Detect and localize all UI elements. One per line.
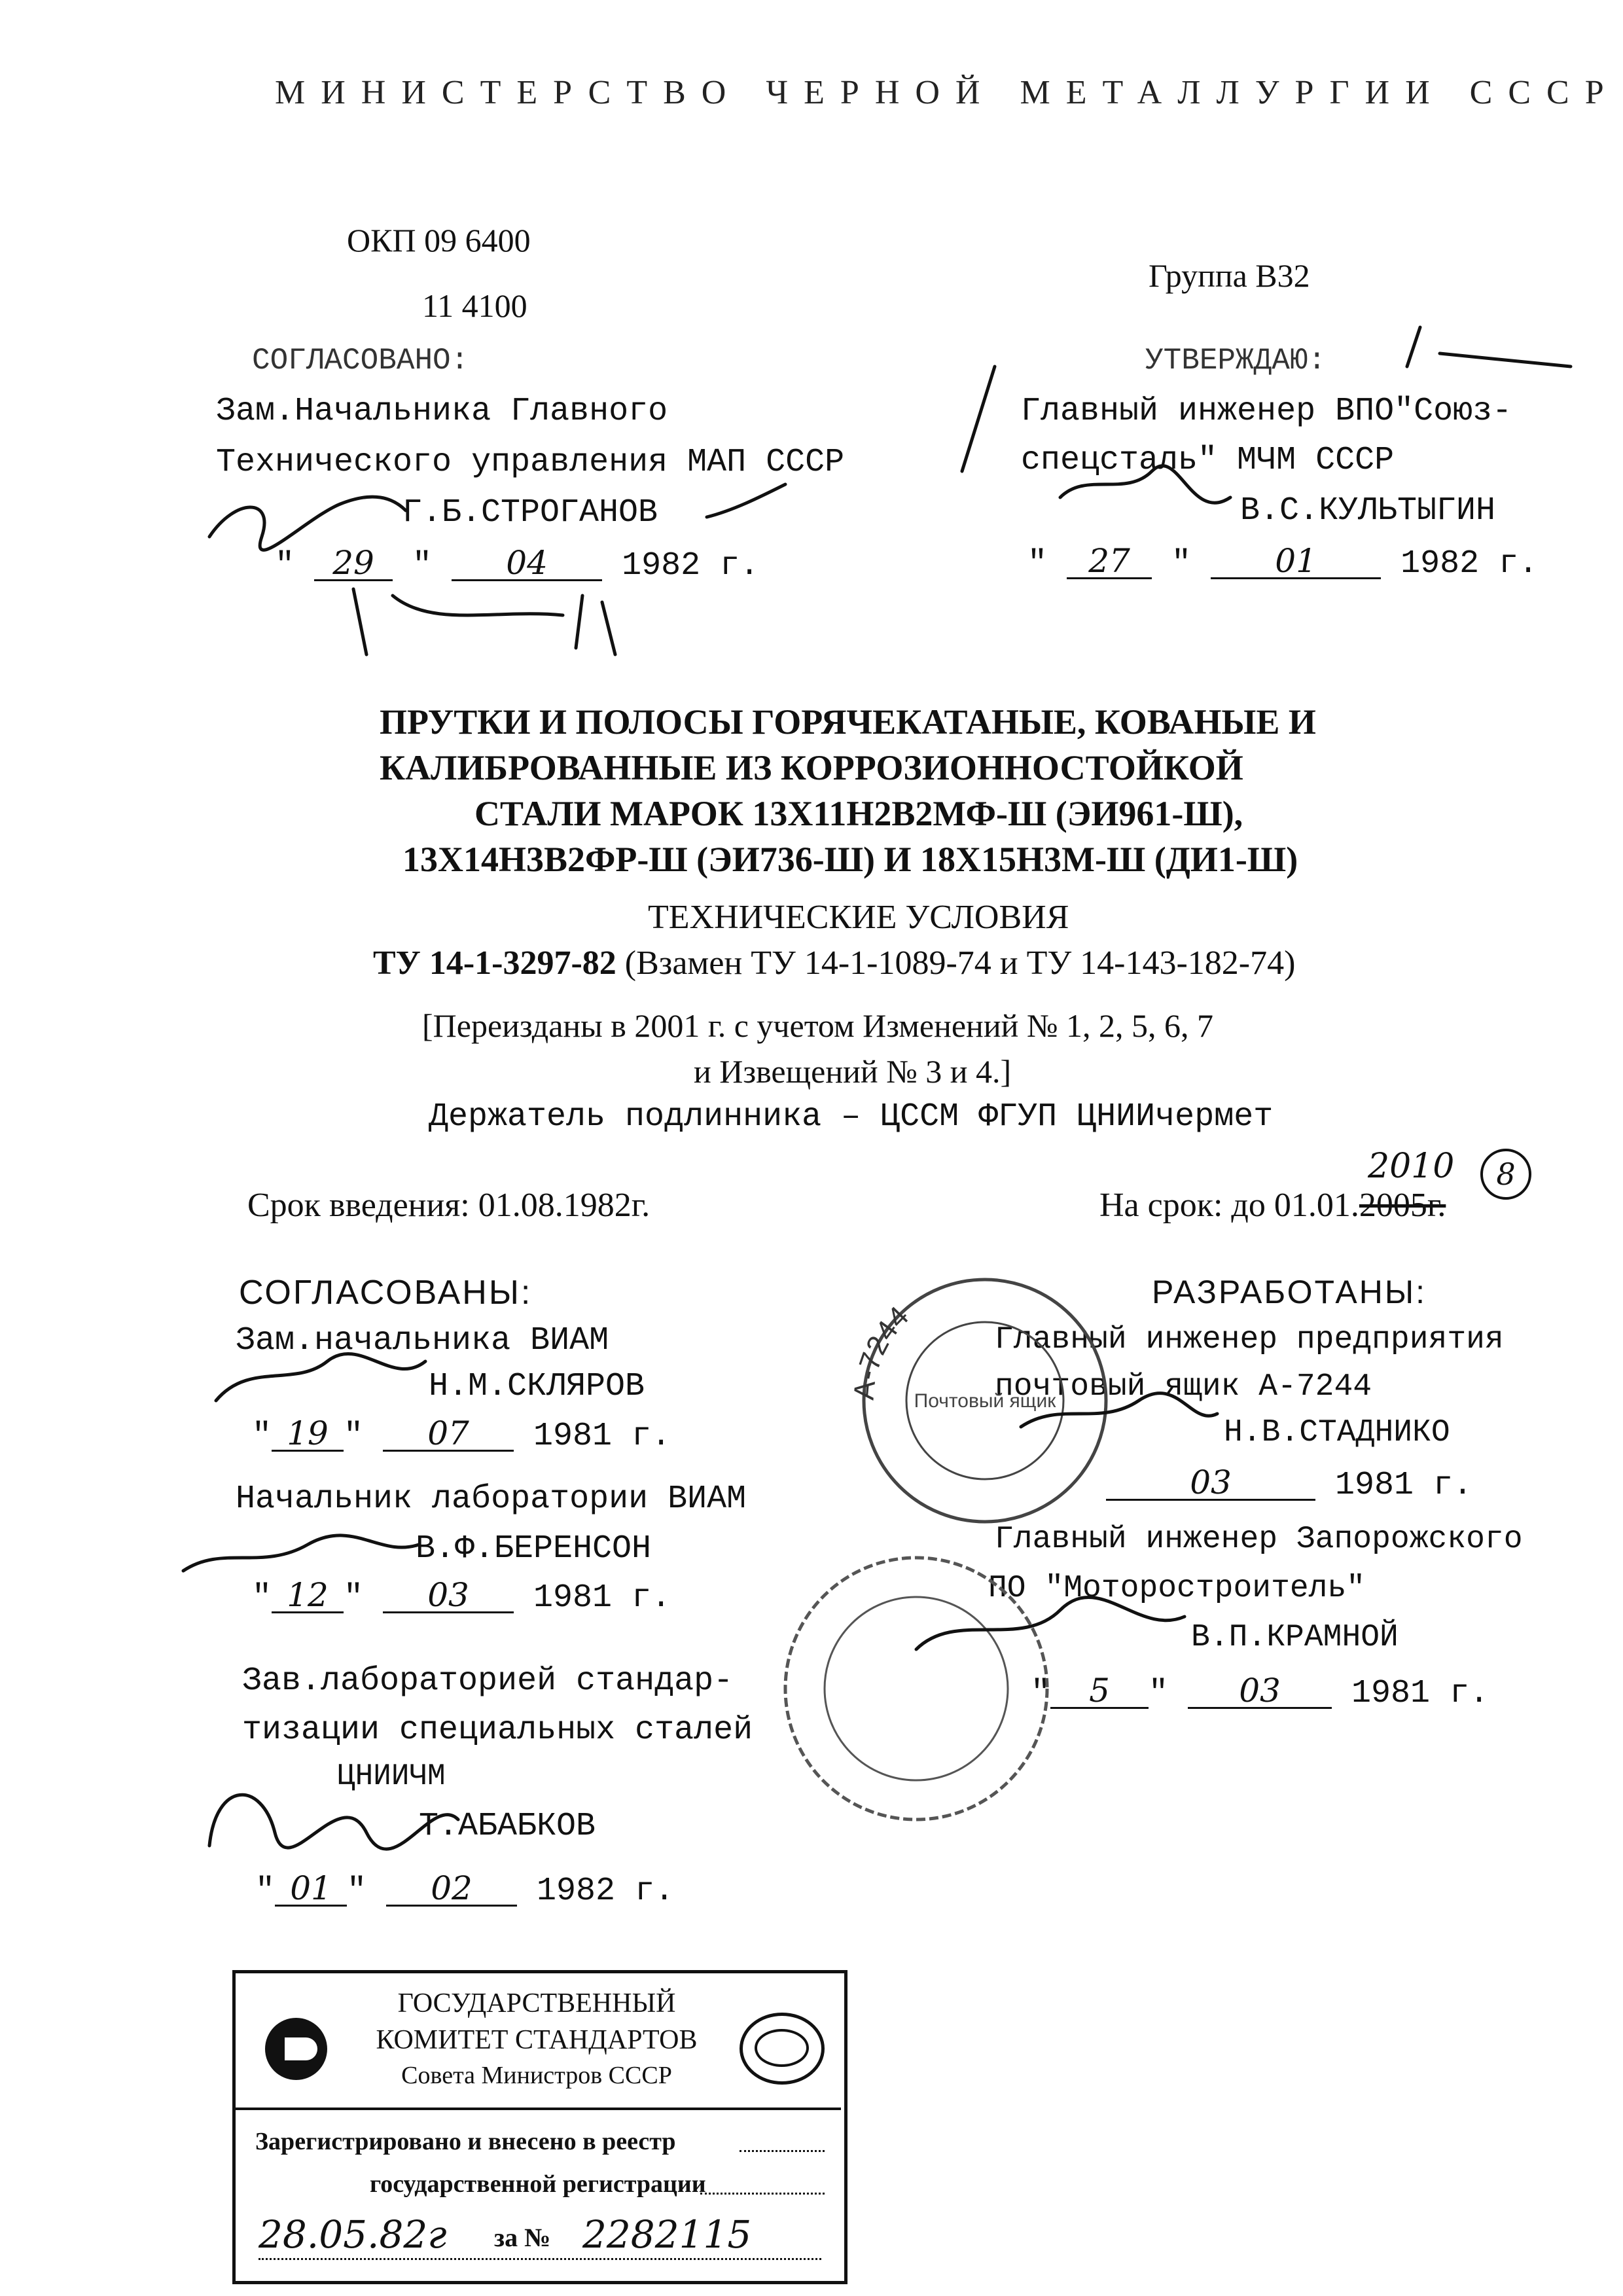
validity-struck-year: 2005г.	[1359, 1187, 1446, 1224]
approval-right-heading: УТВЕРЖДАЮ:	[1145, 344, 1327, 378]
date-day: 19	[272, 1417, 344, 1452]
date-day: 01	[275, 1872, 347, 1907]
date-day: 5	[1050, 1674, 1149, 1709]
effective-date: Срок введения: 01.08.1982г.	[247, 1187, 651, 1224]
date-quote-open: "	[1027, 545, 1048, 583]
tu-number: ТУ 14-1-3297-82	[373, 944, 616, 982]
validity-new-year: 2010	[1368, 1147, 1455, 1186]
gosstandart-divider	[232, 2108, 841, 2110]
signature-developed-2	[916, 1597, 1185, 1649]
date-month: 01	[1211, 545, 1381, 579]
signature-agreed-2	[183, 1535, 419, 1571]
title-line-3: СТАЛИ МАРОК 13Х11Н2В2МФ-Ш (ЭИ961-Ш),	[474, 794, 1243, 833]
reissue-line-2: и Извещений № 3 и 4.]	[694, 1053, 1012, 1090]
okp-code-2: 11 4100	[422, 287, 527, 324]
title-line-2: КАЛИБРОВАННЫЕ ИЗ КОРРОЗИОННОСТОЙКОЙ	[380, 748, 1243, 787]
date-year: 1981 г.	[533, 1418, 671, 1455]
validity-prefix: На срок: до 01.01.	[1099, 1187, 1359, 1224]
gosstandart-line2: КОМИТЕТ СТАНДАРТОВ	[376, 2025, 698, 2055]
seal-top	[848, 1280, 1106, 1522]
gosstandart-quality-mark-icon	[740, 2013, 825, 2085]
seal-top-text: А-7244	[847, 1300, 916, 1401]
agreed-entry-3-signer: Т.АБАБКОВ	[419, 1808, 596, 1845]
change-number: 8	[1496, 1157, 1516, 1192]
agreed-entry-1-title: Зам.начальника ВИАМ	[236, 1322, 609, 1359]
signature-left-approval	[209, 497, 406, 550]
doc-type: ТЕХНИЧЕСКИЕ УСЛОВИЯ	[648, 899, 1069, 936]
date-month: 03	[383, 1579, 514, 1613]
date-month: 02	[386, 1872, 517, 1907]
signature-right-approval	[1060, 466, 1230, 503]
approval-right-signer: В.С.КУЛЬТЫГИН	[1240, 492, 1496, 529]
registration-date: 28.05.82г	[259, 2212, 447, 2257]
agreed-entry-1-signer: Н.М.СКЛЯРОВ	[429, 1368, 645, 1405]
gosstandart-line1: ГОСУДАРСТВЕННЫЙ	[397, 1988, 676, 2018]
approval-left-line1: Зам.Начальника Главного	[216, 393, 668, 430]
ministry-header: МИНИСТЕРСТВО ЧЕРНОЙ МЕТАЛЛУРГИИ СССР	[275, 74, 1620, 111]
registration-number: 2282115	[582, 2212, 752, 2257]
developed-entry-2-title-1: Главный инженер Запорожского	[995, 1522, 1523, 1557]
date-year: 1981 г.	[533, 1579, 671, 1617]
stamp-left-approval	[353, 589, 615, 655]
registration-line2: государственной регистрации	[370, 2170, 706, 2198]
okp-code-1: ОКП 09 6400	[347, 222, 531, 259]
agreed-entry-2-signer: В.Ф.БЕРЕНСОН	[416, 1530, 652, 1568]
developed-entry-2-signer: В.П.КРАМНОЙ	[1191, 1620, 1399, 1655]
registration-for: за №	[494, 2223, 551, 2252]
holder-line: Держатель подлинника – ЦССМ ФГУП ЦНИИчермет	[429, 1098, 1274, 1136]
date-day: 27	[1067, 545, 1152, 579]
gosstandart-logo-icon	[265, 2018, 327, 2080]
tu-replaces: (Взамен ТУ 14-1-1089-74 и ТУ 14-143-182-74)	[624, 944, 1296, 982]
date-month: 03	[1188, 1674, 1332, 1709]
date-year: 1982 г.	[622, 547, 760, 584]
signature-scribbles	[183, 327, 1571, 1849]
title-line-1: ПРУТКИ И ПОЛОСЫ ГОРЯЧЕКАТАНЫЕ, КОВАНЫЕ И	[380, 702, 1316, 742]
date-day: 29	[314, 547, 393, 581]
date-quote-close: "	[412, 547, 433, 584]
date-month: 03	[1106, 1466, 1315, 1501]
developed-entry-1-title-1: Главный инженер предприятия	[995, 1322, 1504, 1357]
agreed-heading: СОГЛАСОВАНЫ:	[239, 1274, 533, 1312]
seal-bottom	[785, 1558, 1047, 1820]
date-year: 1982 г.	[1400, 545, 1539, 583]
date-year: 1982 г.	[537, 1873, 675, 1910]
title-line-4: 13Х14Н3В2ФР-Ш (ЭИ736-Ш) И 18Х15Н3М-Ш (ДИ1-Ш)	[402, 840, 1298, 879]
registration-underline	[259, 2258, 821, 2260]
date-day: 12	[272, 1579, 344, 1613]
gosstandart-stamp	[232, 1970, 847, 2284]
approval-right-line1: Главный инженер ВПО"Союз-	[1021, 393, 1512, 430]
date-month: 04	[452, 547, 602, 581]
agreed-entry-1-date: " 19 " 07 1981 г.	[252, 1414, 671, 1455]
group-code: Группа В32	[1149, 257, 1310, 294]
signature-agreed-3	[209, 1795, 458, 1849]
agreed-entry-3-date: " 01 " 02 1982 г.	[255, 1869, 675, 1910]
developed-entry-2-title-2: ПО "Моторостроитель"	[988, 1571, 1366, 1606]
signature-left-approval-tail	[707, 484, 785, 517]
agreed-entry-2-title: Начальник лаборатории ВИАМ	[236, 1480, 747, 1518]
developed-entry-1-title-2: почтовый ящик А-7244	[995, 1369, 1372, 1405]
date-year: 1981 г.	[1335, 1467, 1473, 1504]
developed-heading: РАЗРАБОТАНЫ:	[1152, 1274, 1427, 1310]
agreed-entry-3-title-2: тизации специальных сталей	[242, 1712, 753, 1749]
approval-left-line2: Технического управления МАП СССР	[216, 444, 845, 481]
date-quote-close: "	[1171, 545, 1192, 583]
gosstandart-line3: Совета Министров СССР	[401, 2062, 672, 2089]
signature-agreed-1	[216, 1354, 425, 1401]
reissue-line-1: [Переизданы в 2001 г. с учетом Изменений № 1, 2, 5, 6, 7	[422, 1007, 1214, 1044]
registration-line1: Зарегистрировано и внесено в реестр	[255, 2128, 676, 2155]
agreed-entry-3-title-1: Зав.лабораторией стандар-	[242, 1662, 734, 1700]
registration-dots-2	[700, 2193, 825, 2195]
registration-dots-1	[740, 2150, 825, 2152]
approval-left-signer: Г.Б.СТРОГАНОВ	[402, 494, 658, 531]
signature-right-slash	[962, 327, 1571, 471]
developed-entry-1-signer: Н.В.СТАДНИКО	[1224, 1415, 1450, 1450]
date-quote-open: "	[275, 547, 295, 584]
seal-top-inner: Почтовый ящик	[914, 1390, 1056, 1412]
date-year: 1981 г.	[1351, 1675, 1489, 1712]
approval-left-heading: СОГЛАСОВАНО:	[252, 344, 469, 378]
approval-right-line2: спецсталь" МЧМ СССР	[1021, 442, 1395, 479]
agreed-entry-3-title-3: ЦНИИЧМ	[337, 1759, 446, 1793]
date-month: 07	[383, 1417, 514, 1452]
developed-entry-2-date: " 5 " 03 1981 г.	[1031, 1672, 1489, 1712]
agreed-entry-2-date: " 12 " 03 1981 г.	[252, 1576, 671, 1617]
